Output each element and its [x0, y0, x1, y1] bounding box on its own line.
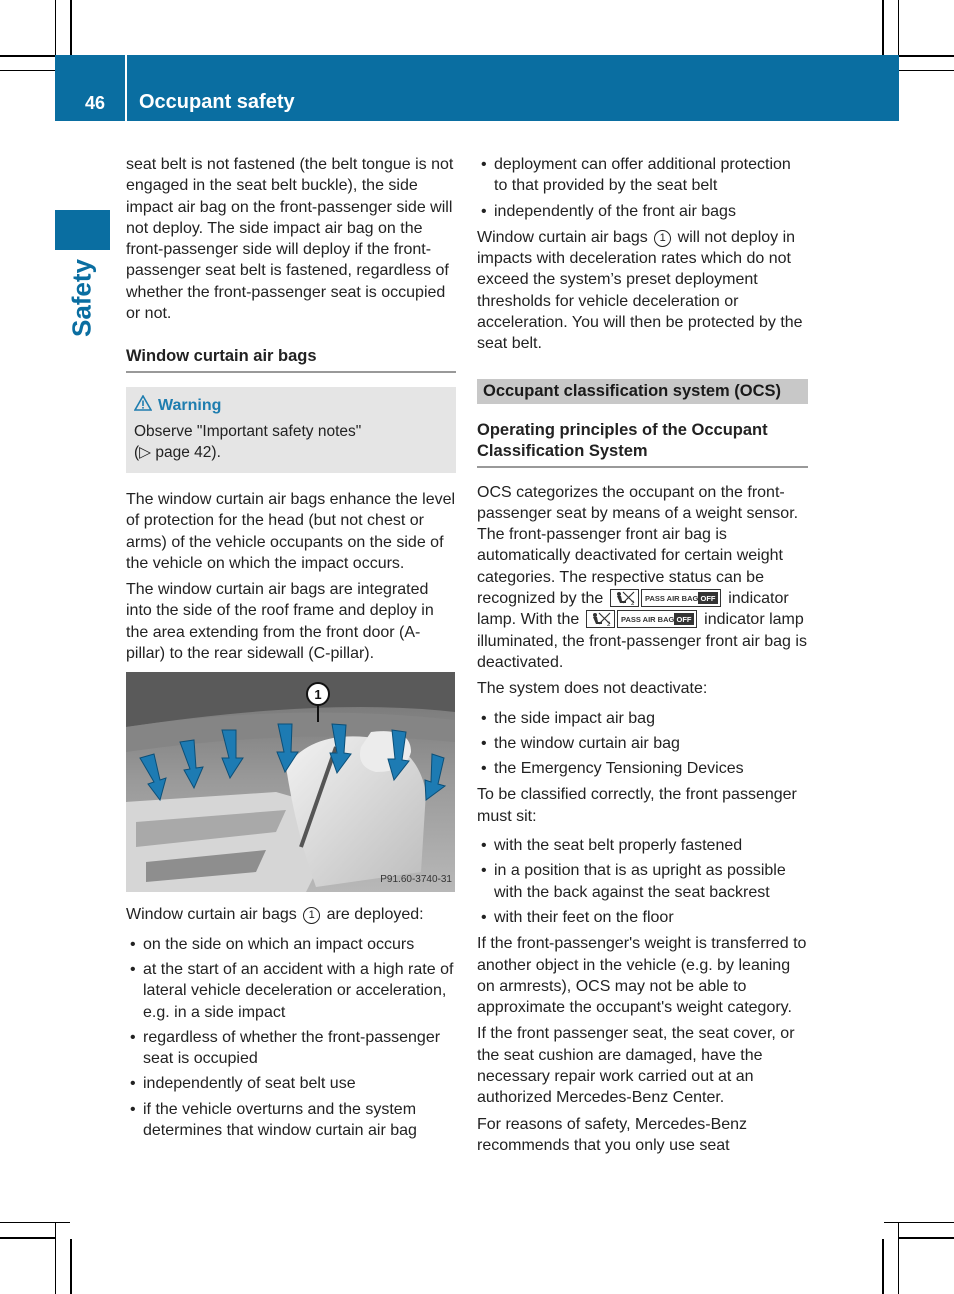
crop-mark [70, 1239, 72, 1294]
passenger-airbag-off-icon [586, 610, 698, 628]
list-item: • with their feet on the floor [477, 907, 808, 928]
crop-mark [882, 1239, 884, 1294]
indicator-label: PASS AIR BAG [620, 615, 675, 625]
svg-text:2: 2 [630, 601, 635, 608]
intro-paragraph: seat belt is not fastened (the belt tongue is not engaged in the seat belt buckle), the side impact air bag on the front-passenger side will not deploy. The side impact air bag on the front-passenger side will deploy if the front-passenger seat belt is fastened, regardless of whether the front-passenger seat is occupied or not. [126, 156, 454, 323]
curtain-airbag-figure [126, 672, 455, 892]
list-item: • the Emergency Tensioning Devices [477, 758, 808, 779]
thresholds-post: will not deploy in impacts with deceleration rates which do not exceed the system’s preset deployment thresholds for vehicle deceleration or acceleration. You will then be protected by the seat belt. [477, 228, 803, 353]
page-number: 46 [85, 93, 106, 113]
heading-window-curtain: Window curtain air bags [126, 346, 456, 372]
svg-text:2: 2 [606, 622, 611, 629]
not-deactivate-list [477, 708, 808, 780]
left-column [126, 154, 456, 1146]
indicator-off: OFF [700, 594, 716, 604]
list-item: • with the seat belt properly fastened [477, 835, 808, 856]
crop-mark [899, 1237, 954, 1239]
warning-triangle-icon [134, 395, 152, 417]
subheading-operating-principles: Operating principles of the Occupant Classification System [477, 420, 808, 468]
warning-page-link[interactable]: (▷ page 42). [134, 443, 221, 461]
deployed-intro [126, 904, 456, 925]
deployed-pre: Window curtain air bags [126, 906, 297, 924]
list-item: • regardless of whether the front-passenger seat is occupied [126, 1027, 456, 1070]
callout-number: 1 [314, 687, 322, 703]
paragraph-thresholds [477, 227, 808, 355]
side-tab-label: Safety [66, 258, 97, 338]
crop-mark [898, 1222, 899, 1294]
ocs-text-b: indicator lamp. With the [477, 590, 789, 629]
figure-caption: P91.60-3740-31 [380, 874, 452, 886]
paragraph-integration: The window curtain air bags are integrated into the side of the roof frame and deploy in the area extending from the front door (A-pillar) to the rear sidewall (C-pillar). [126, 581, 434, 663]
right-column [477, 154, 808, 1161]
list-item: • in a position that is as upright as possible with the back against the seat backrest [477, 860, 808, 903]
crop-mark [70, 0, 72, 55]
thresholds-pre: Window curtain air bags [477, 228, 648, 246]
list-item: • if the vehicle overturns and the system determines that window curtain air bag [126, 1099, 456, 1142]
list-item: • independently of seat belt use [126, 1073, 456, 1094]
list-item: • the window curtain air bag [477, 733, 808, 754]
paragraph-protection: The window curtain air bags enhance the level of protection for the head (but not chest or arms) of the vehicle occupants on the side of the vehicle on which the impact occurs. [126, 490, 456, 572]
crop-mark [899, 55, 954, 57]
curtain-airbag-illustration [126, 672, 455, 892]
paragraph-ocs [477, 482, 808, 674]
list-item: • on the side on which an impact occurs [126, 934, 456, 955]
deployed-post: are deployed: [326, 906, 424, 924]
sitting-list [477, 835, 808, 928]
crop-mark [882, 0, 884, 55]
paragraph-not-deactivate: The system does not deactivate: [477, 680, 708, 698]
paragraph-classified: To be classified correctly, the front passenger must sit: [477, 786, 797, 825]
warning-box [126, 387, 456, 473]
section-heading-ocs: Occupant classification system (OCS) [477, 379, 808, 404]
paragraph-reasons: For reasons of safety, Mercedes-Benz recommends that you only use seat [477, 1115, 748, 1154]
warning-title: Warning [158, 397, 222, 415]
ocs-text-c: indicator lamp illuminated, the front-passenger front air bag is deactivated. [477, 611, 807, 671]
indicator-off: OFF [676, 615, 692, 625]
paragraph-damage: If the front passenger seat, the seat cover, or the seat cushion are damaged, have the necessary repair work carried out at an authorized Mercedes-Benz Center. [477, 1025, 795, 1107]
crop-mark [884, 1222, 954, 1223]
deployment-list [126, 934, 456, 1142]
page-header [55, 55, 899, 121]
deployment-list-cont [477, 154, 808, 222]
list-item: • the side impact air bag [477, 708, 808, 729]
header-divider [125, 55, 127, 121]
list-item: • independently of the front air bags [477, 201, 808, 222]
callout-ref: 1 [654, 230, 671, 247]
crop-mark [55, 1222, 56, 1294]
list-item: • at the start of an accident with a high rate of lateral vehicle deceleration or acceleration, e.g. in a side impact [126, 959, 456, 1023]
crop-mark [0, 1237, 55, 1239]
paragraph-weight: If the front-passenger's weight is transferred to another object in the vehicle (e.g. by leaning on armrests), OCS may not be able to approximate the occupant's weight category. [477, 935, 807, 1017]
callout-ref: 1 [303, 907, 320, 924]
list-item-continued: • deployment can offer additional protection to that provided by the seat belt [477, 154, 808, 197]
passenger-airbag-off-icon [610, 589, 722, 607]
warning-text: Observe "Important safety notes" [134, 422, 362, 440]
side-tab-marker [55, 210, 110, 250]
ocs-text-a: OCS categorizes the occupant on the front-passenger seat by means of a weight sensor. The front-passenger front air bag is automatically deactivated for certain weight categories. The respective status can be recognized by the [477, 483, 799, 608]
indicator-label: PASS AIR BAG [644, 594, 699, 604]
section-title: Occupant safety [139, 91, 295, 113]
crop-mark [0, 1222, 70, 1223]
crop-mark [0, 55, 55, 57]
